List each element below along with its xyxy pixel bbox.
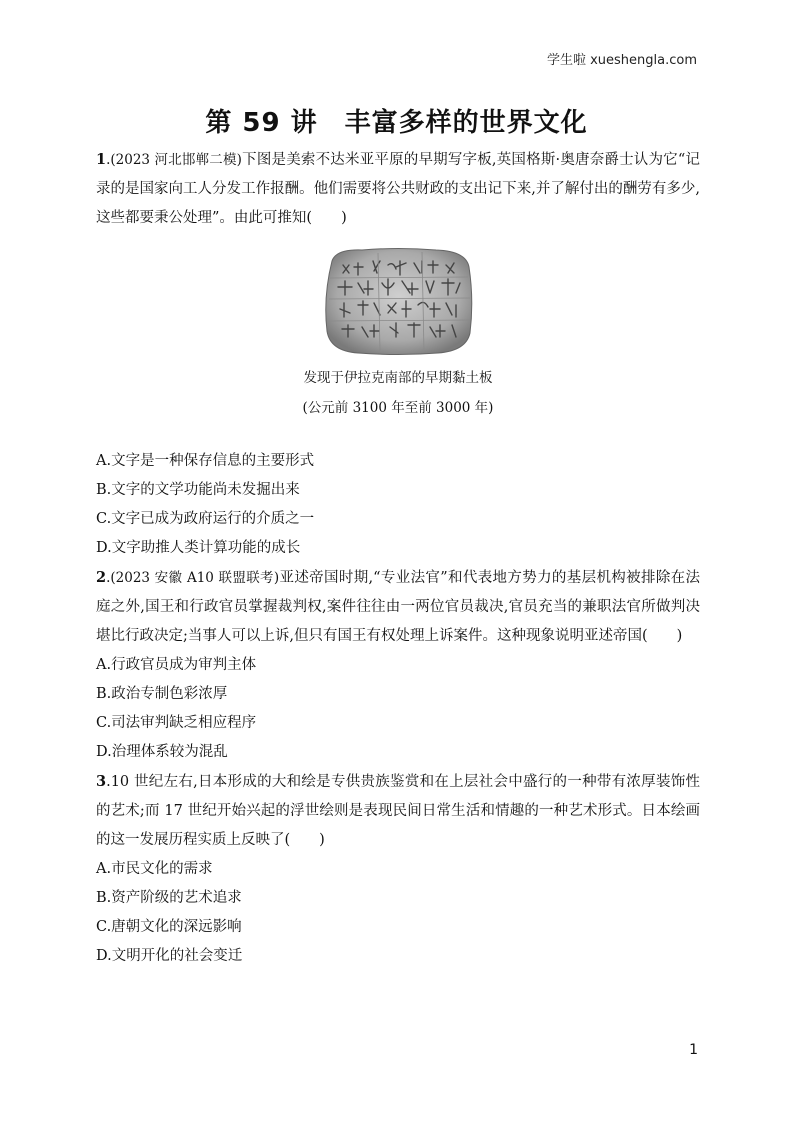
option-a: A.市民文化的需求 xyxy=(96,861,213,877)
option-b: B.政治专制色彩浓厚 xyxy=(96,686,228,702)
figure-caption-line-1: 发现于伊拉克南部的早期黏土板 xyxy=(303,370,493,386)
clay-tablet-image xyxy=(318,245,478,357)
question-stem: 10 世纪左右,日本形成的大和绘是专供贵族鉴赏和在上层社会中盛行的一种带有浓厚装饰性的艺术;而 17 世纪开始兴起的浮世绘则是表现民间日常生活和情趣的一种艺术形式。日本绘画的这一发展历程实质上反映了( ) xyxy=(96,774,700,848)
option-c: C.司法审判缺乏相应程序 xyxy=(96,715,257,731)
question-2-stem-block xyxy=(96,563,700,651)
option-d: D.文明开化的社会变迁 xyxy=(96,948,243,964)
question-number: 3 xyxy=(96,773,107,790)
question-1 xyxy=(96,145,700,563)
option-c: C.文字已成为政府运行的介质之一 xyxy=(96,511,315,527)
question-3-stem-block xyxy=(96,767,700,855)
option-c: C.唐朝文化的深远影响 xyxy=(96,919,242,935)
option-a: A.文字是一种保存信息的主要形式 xyxy=(96,453,315,469)
clay-tablet-figure xyxy=(96,245,700,421)
question-3 xyxy=(96,767,700,971)
question-source: .(2023 河北邯郸二模) xyxy=(106,152,242,168)
question-stem: 下图是美索不达米亚平原的早期写字板,英国格斯·奥唐奈爵士认为它“记录的是国家向工人分发工作报酬。他们需要将公共财政的支出记下来,并了解付出的酬劳有多少,这些都要秉公处理”。由此可推知( ) xyxy=(96,152,700,226)
figure-caption-line-2: (公元前 3100 年至前 3000 年) xyxy=(302,400,494,416)
question-stem: 亚述帝国时期,“专业法官”和代表地方势力的基层机构被排除在法庭之外,国王和行政官员掌握裁判权,案件往往由一两位官员裁决,官员充当的兼职法官所做判决堪比行政决定;当事人可以上诉,但只有国王有权处理上诉案件。这种现象说明亚述帝国( ) xyxy=(96,570,700,644)
lesson-title: 第 59 讲 丰富多样的世界文化 xyxy=(205,108,588,138)
option-b: B.资产阶级的艺术追求 xyxy=(96,890,242,906)
question-number: 2 xyxy=(96,569,107,586)
question-content xyxy=(96,145,700,971)
option-b: B.文字的文学功能尚未发掘出来 xyxy=(96,482,300,498)
question-source: .(2023 安徽 A10 联盟联考) xyxy=(106,570,280,586)
option-d: D.治理体系较为混乱 xyxy=(96,744,228,760)
option-a: A.行政官员成为审判主体 xyxy=(96,657,257,673)
question-1-stem-block xyxy=(96,145,700,233)
question-source: . xyxy=(106,774,111,790)
question-number: 1 xyxy=(96,151,107,168)
page-number: 1 xyxy=(689,1042,698,1058)
option-d: D.文字助推人类计算功能的成长 xyxy=(96,540,301,556)
question-2 xyxy=(96,563,700,767)
clay-tablet-illustration xyxy=(318,245,478,357)
site-watermark: 学生啦 xueshengla.com xyxy=(546,53,697,68)
